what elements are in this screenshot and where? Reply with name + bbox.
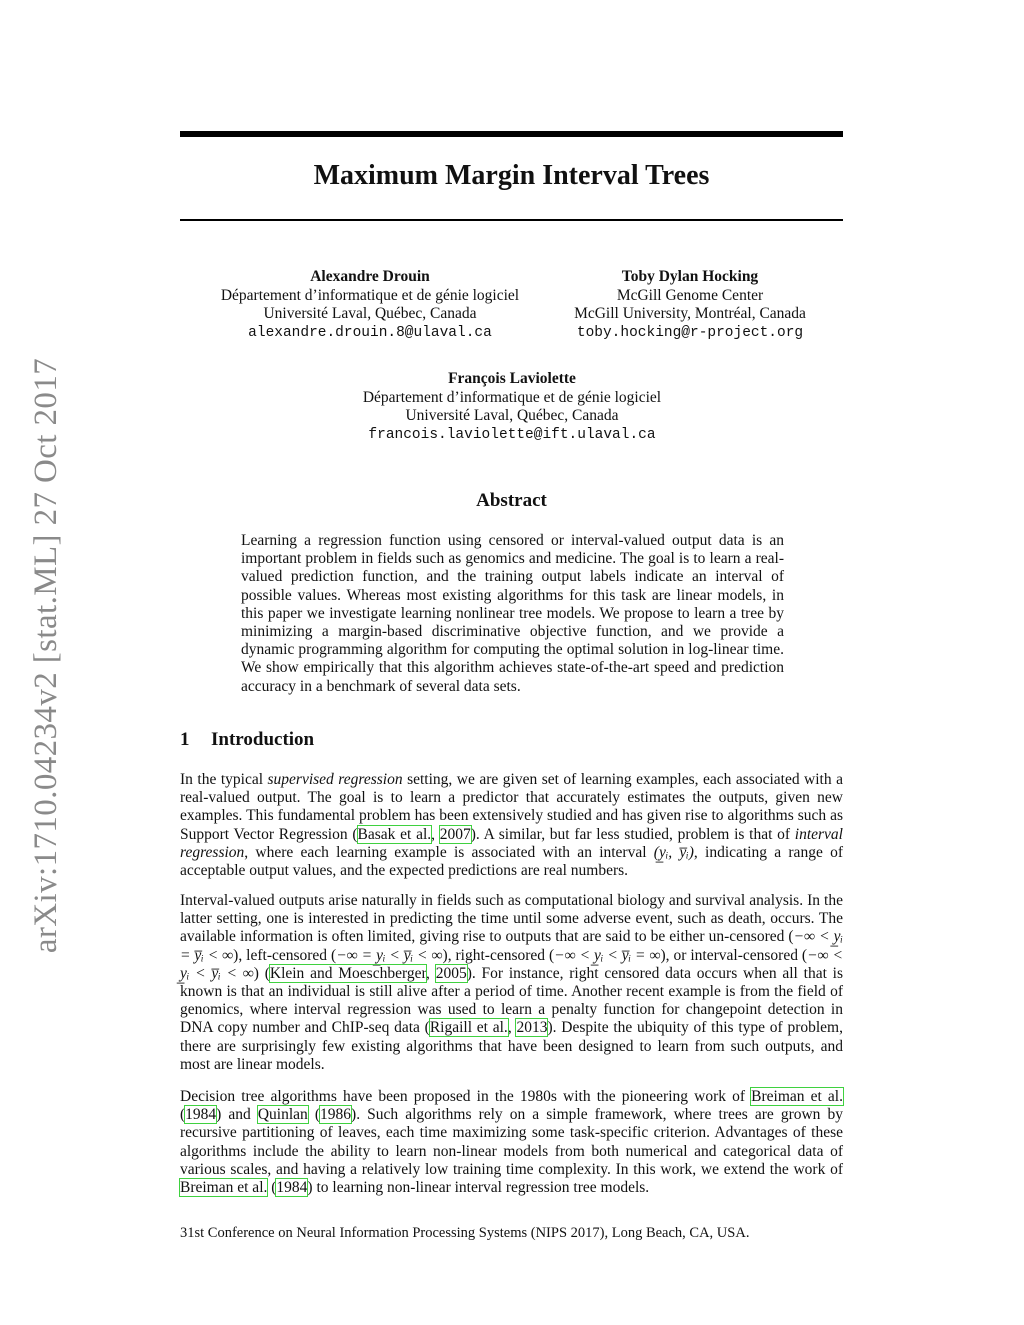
- citation-link-basak[interactable]: Basak et al.: [357, 825, 432, 843]
- author-email[interactable]: alexandre.drouin.8@ulaval.ca: [248, 324, 492, 341]
- author-department: McGill Genome Center: [616, 286, 764, 304]
- text-run: ,: [431, 825, 440, 843]
- intro-paragraph-2: [180, 892, 843, 1074]
- text-run: ) and: [216, 1106, 258, 1124]
- text-run: ), right-censored (: [442, 946, 555, 964]
- text-run: , indicating a range of acceptable output values, and the expected predictions are real numbers.: [180, 843, 843, 880]
- math-uncensored: −∞ < y̲ᵢ = y̅ᵢ < ∞: [180, 928, 843, 964]
- emphasis-supervised-regression: supervised regression: [267, 771, 403, 788]
- text-run: ,: [426, 964, 436, 982]
- author-email[interactable]: toby.hocking@r-project.org: [576, 324, 804, 341]
- author-block-drouin: [190, 268, 550, 342]
- author-institution: McGill University, Montréal, Canada: [574, 305, 806, 322]
- text-run: ). For instance, right censored data occurs when all that is known is that an individual is still alive after a period of time. Another recent example is from the field of genomics, where interval regression was used to learn a penalty function for changepoint detection in DNA copy number and ChIP-seq data (: [180, 964, 844, 1037]
- author-name: Toby Dylan Hocking: [621, 268, 759, 285]
- citation-link-rigaill[interactable]: Rigaill et al.: [429, 1019, 508, 1037]
- arxiv-identifier-text: arXiv:1710.04234v2 [stat.ML] 27 Oct 2017: [28, 357, 65, 954]
- author-block-laviolette: [330, 370, 694, 444]
- text-run: , where each learning example is associated with an interval: [244, 843, 654, 861]
- text-run: (: [267, 1179, 277, 1197]
- citation-link-1984-2[interactable]: 1984: [276, 1179, 308, 1197]
- math-interval-censored: −∞ < y̲ᵢ < y̅ᵢ < ∞: [180, 946, 844, 982]
- conference-footnote: 31st Conference on Neural Information Processing Systems (NIPS 2017), Long Beach, CA, USA.: [180, 1225, 750, 1241]
- author-institution: Université Laval, Québec, Canada: [263, 305, 477, 322]
- author-name: Alexandre Drouin: [310, 268, 430, 285]
- text-run: ), left-censored (: [233, 946, 337, 964]
- citation-link-quinlan[interactable]: Quinlan: [257, 1106, 308, 1124]
- citation-link-1986[interactable]: 1986: [320, 1106, 352, 1124]
- text-run: In the typical: [180, 771, 268, 788]
- author-department: Département d’informatique et de génie logiciel: [362, 388, 662, 406]
- text-run: Decision tree algorithms have been proposed in the 1980s with the pioneering work of: [180, 1088, 752, 1105]
- abstract-text: Learning a regression function using censored or interval-valued output data is an important problem in fields such as genomics and medicine. The goal is to learn a real-valued prediction function, and the training output labels indicate an interval of possible values. Whereas most existing algorithms for this task are linear models, in this paper we investigate learning nonlinear tree models. We propose to learn a tree by minimizing a margin-based discriminative objective function, and we provide a dynamic programming algorithm for computing the optimal solution in log-linear time. We show empirically that this algorithm achieves state-of-the-art speed and prediction accuracy in a benchmark of several data sets.: [241, 532, 784, 695]
- citation-link-klein-moeschberger[interactable]: Klein and Moeschberger: [269, 964, 427, 982]
- text-run: ). Despite the ubiquity of this type of problem, there are surprisingly few existing algorithms that have been designed to learn from such outputs, and most are linear models.: [180, 1019, 843, 1073]
- text-run: Interval-valued outputs arise naturally in fields such as computational biology and survival analysis. In the latter setting, one is interested in predicting the time until some adverse event, such as death, occurs. The available information is often limited, giving rise to outputs that are said to be either un-censored (: [180, 892, 843, 946]
- text-run: (: [180, 1106, 186, 1124]
- citation-link-2013[interactable]: 2013: [516, 1019, 548, 1037]
- text-run: ). Such algorithms rely on a simple framework, where trees are grown by recursive partitioning of leaves, each time maximizing some task-specific criterion. Advantages of these algorithms include the ability to learn non-linear models from both numerical and categorical data of various scales, and having a relatively low training time complexity. In this work, we extend the work of: [180, 1106, 843, 1178]
- arxiv-identifier-stamp: [12, 353, 82, 958]
- text-run: ) (: [253, 964, 270, 982]
- citation-link-2005[interactable]: 2005: [435, 964, 467, 982]
- abstract-heading: Abstract: [476, 490, 547, 511]
- paper-title: Maximum Margin Interval Trees: [313, 160, 710, 191]
- text-run: (: [307, 1106, 321, 1124]
- author-name: François Laviolette: [448, 370, 576, 387]
- intro-paragraph-3: [180, 1088, 843, 1197]
- text-run: ), or interval-censored (: [660, 946, 808, 964]
- math-left-censored: −∞ = y̲ᵢ < y̅ᵢ < ∞: [336, 946, 443, 964]
- text-run: ,: [507, 1019, 517, 1037]
- text-run: setting, we are given set of learning examples, each associated with a real-valued output. The goal is to learn a predictor that accurately estimates the outputs, given new examples. This fundamental problem has been extensively studied and has given rise to algorithms such as Support Vector Regression (: [180, 771, 843, 843]
- math-right-censored: −∞ < y̲ᵢ < y̅ᵢ = ∞: [554, 946, 661, 964]
- title-bottom-rule: [180, 219, 843, 221]
- emphasis-interval-regression: interval regression: [180, 825, 843, 861]
- citation-link-2007[interactable]: 2007: [439, 825, 471, 843]
- section-title: Introduction: [211, 729, 315, 750]
- author-department: Département d’informatique et de génie logiciel: [220, 286, 520, 304]
- section-heading-introduction: [180, 729, 314, 751]
- title-top-rule: [180, 131, 843, 137]
- section-number: 1: [180, 729, 190, 750]
- citation-link-1984[interactable]: 1984: [185, 1106, 217, 1124]
- citation-link-breiman[interactable]: Breiman et al.: [751, 1088, 843, 1105]
- author-institution: Université Laval, Québec, Canada: [405, 407, 619, 424]
- citation-link-breiman-2[interactable]: Breiman et al.: [180, 1179, 268, 1197]
- intro-paragraph-1: [180, 771, 843, 880]
- author-email[interactable]: francois.laviolette@ift.ulaval.ca: [368, 426, 656, 443]
- text-run: ) to learning non-linear interval regression tree models.: [307, 1179, 650, 1197]
- text-run: ). A similar, but far less studied, problem is that of: [470, 825, 795, 843]
- author-block-hocking: [540, 268, 840, 342]
- math-interval: (y̲ᵢ, y̅ᵢ): [653, 843, 694, 861]
